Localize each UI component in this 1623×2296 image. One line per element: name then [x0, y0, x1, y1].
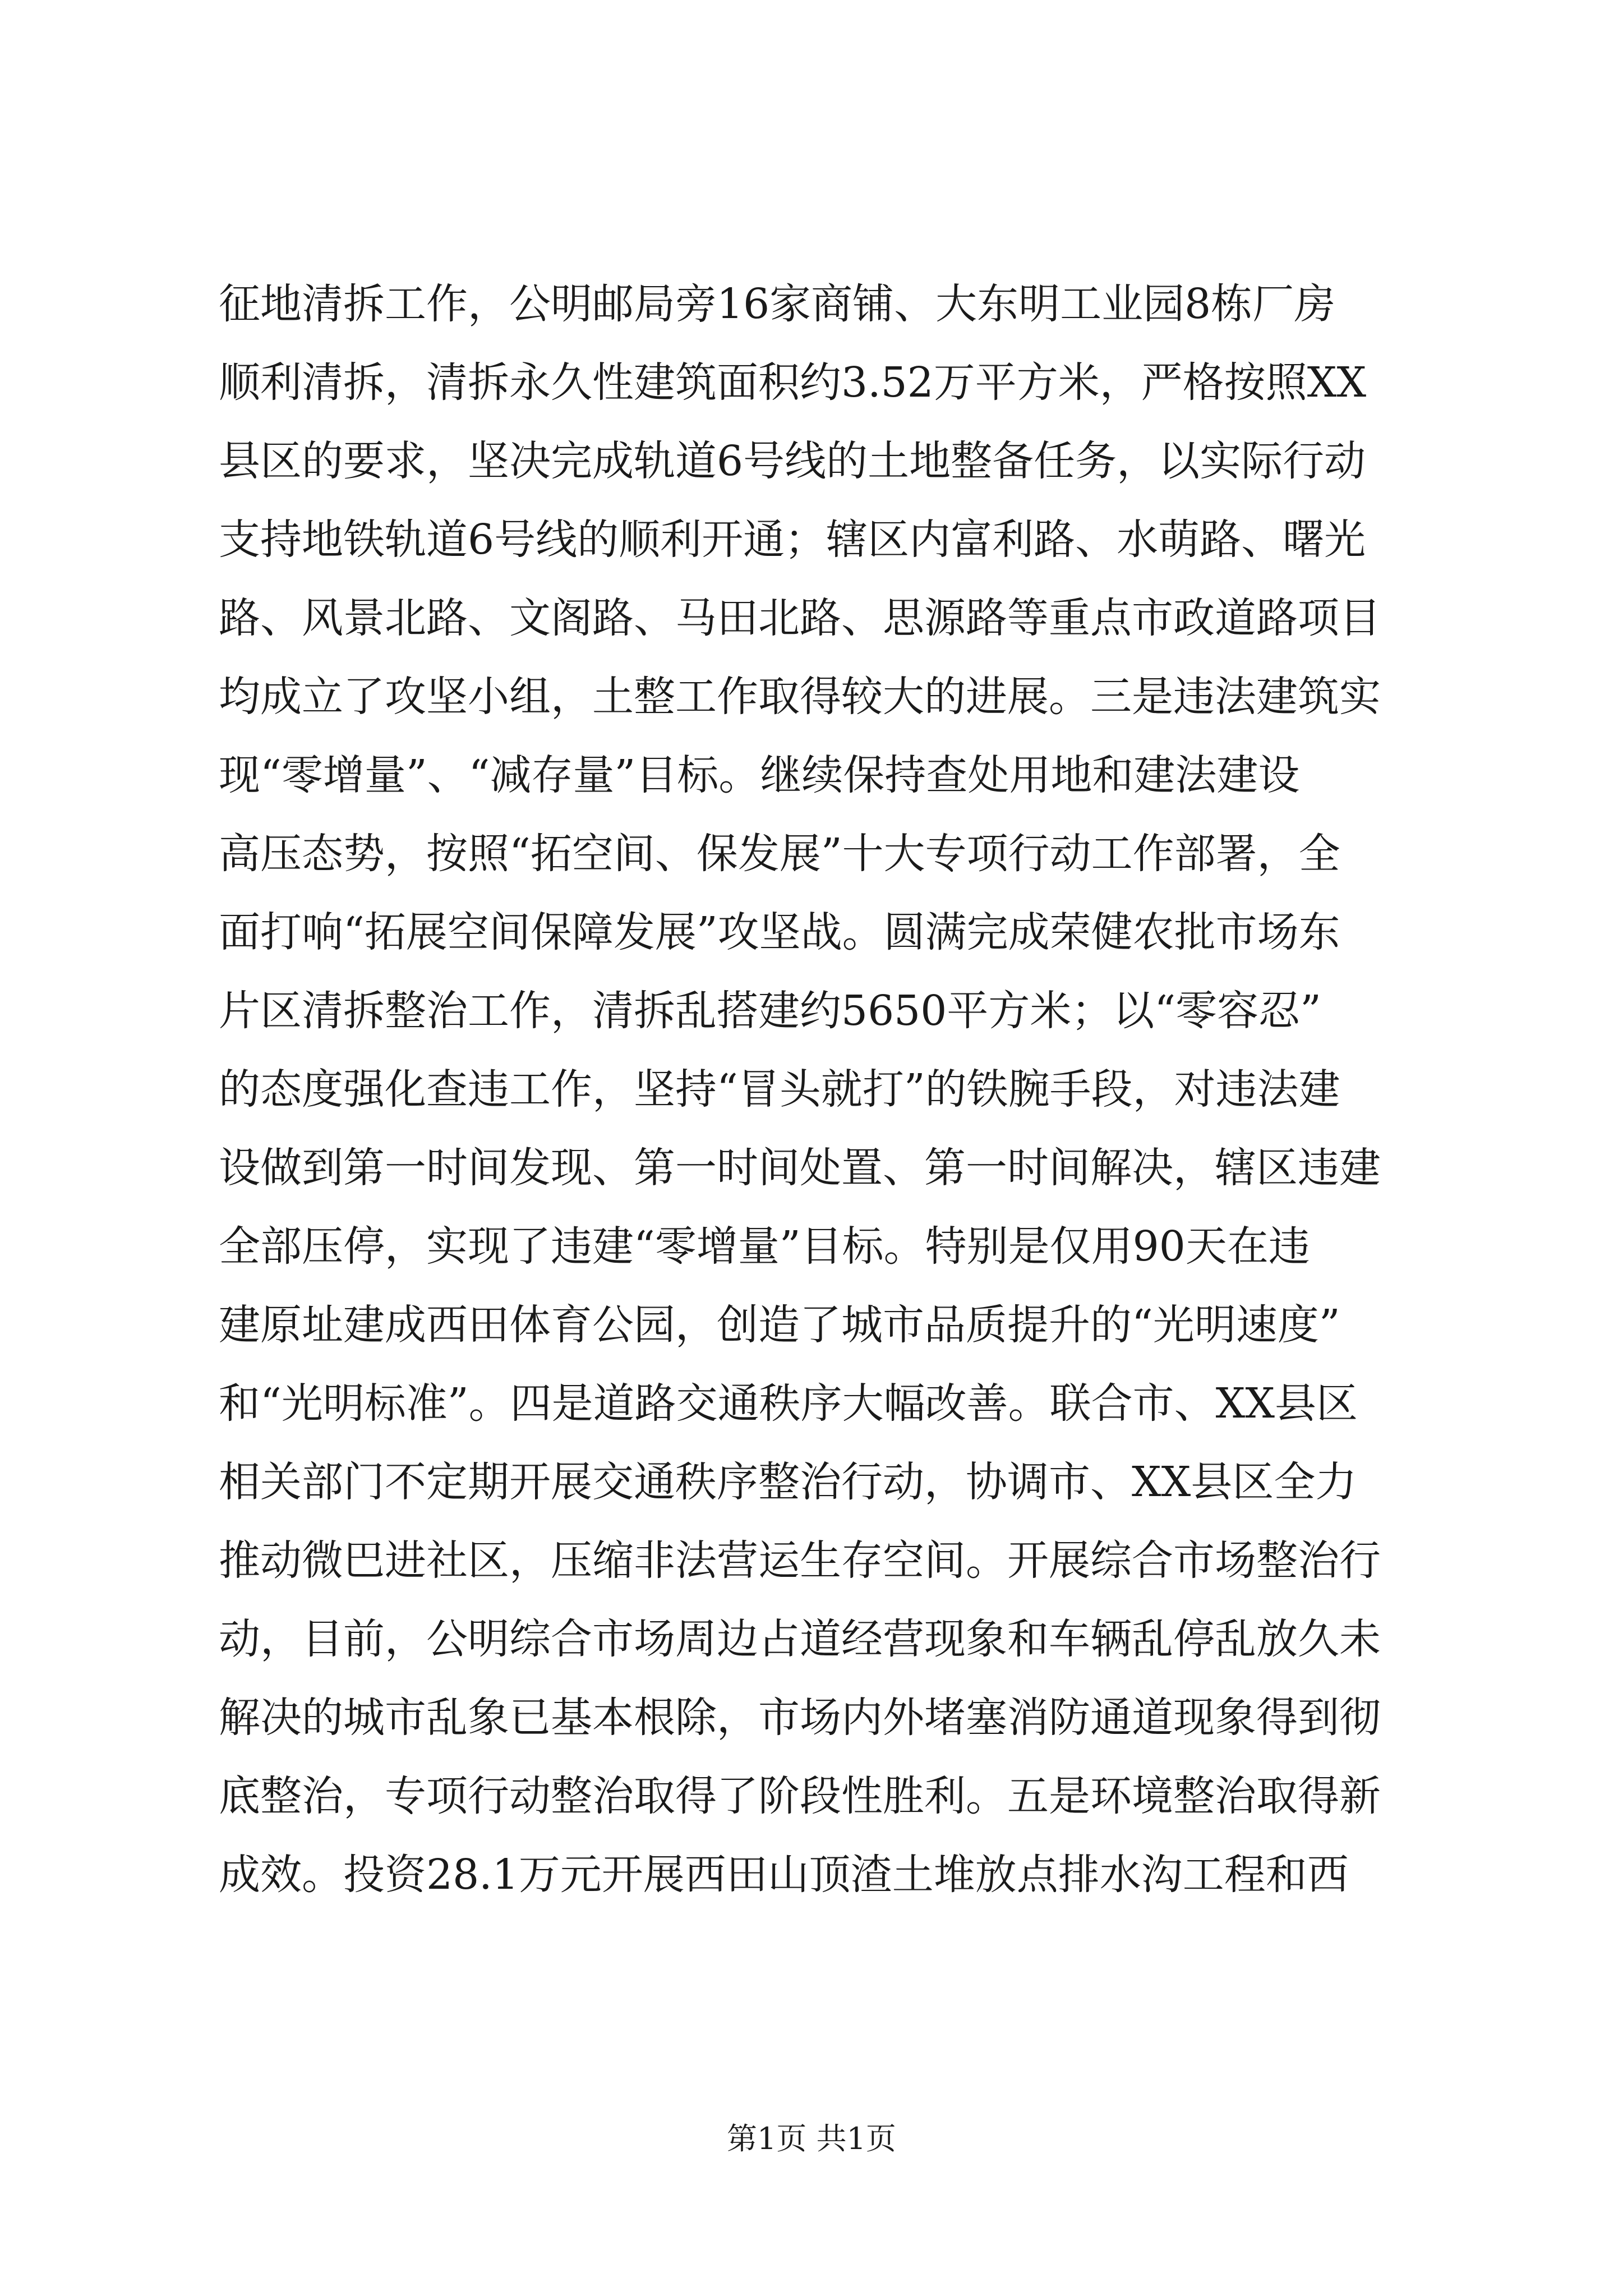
text-line: 相关部门不定期开展交通秩序整治行动，协调市、XX县区全力: [219, 1458, 1357, 1506]
text-line: 面打响“拓展空间保障发展”攻坚战。圆满完成荣健农批市场东: [219, 908, 1340, 956]
body-text: [219, 265, 1430, 1914]
text-line: 底整治，专项行动整治取得了阶段性胜利。五是环境整治取得新: [219, 1772, 1381, 1820]
text-line: 动，目前，公明综合市场周边占道经营现象和车辆乱停乱放久未: [219, 1615, 1381, 1663]
text-line: 高压态势，按照“拓空间、保发展”十大专项行动工作部署，全: [219, 830, 1340, 878]
text-line: 设做到第一时间发现、第一时间处置、第一时间解决，辖区违建: [219, 1144, 1381, 1192]
text-line: 全部压停，实现了违建“零增量”目标。特别是仅用90天在违: [219, 1222, 1310, 1271]
text-line: 支持地铁轨道6号线的顺利开通；辖区内富利路、水萌路、曙光: [219, 516, 1366, 564]
text-line: 县区的要求，坚决完成轨道6号线的土地整备任务，以实际行动: [219, 437, 1366, 485]
text-line: 均成立了攻坚小组，土整工作取得较大的进展。三是违法建筑实: [219, 673, 1381, 721]
text-line: 征地清拆工作，公明邮局旁16家商铺、大东明工业园8栋厂房: [219, 280, 1336, 328]
page-number-footer: 第1页 共1页: [727, 2121, 896, 2156]
text-line: 推动微巴进社区，压缩非法营运生存空间。开展综合市场整治行: [219, 1536, 1381, 1585]
text-line: 路、风景北路、文阁路、马田北路、思源路等重点市政道路项目: [219, 594, 1381, 642]
text-line: 成效。投资28.1万元开展西田山顶渣土堆放点排水沟工程和西: [219, 1851, 1349, 1899]
text-line: 解决的城市乱象已基本根除，市场内外堵塞消防通道现象得到彻: [219, 1694, 1381, 1742]
text-line: 和“光明标准”。四是道路交通秩序大幅改善。联合市、XX县区: [219, 1379, 1358, 1428]
text-line: 片区清拆整治工作，清拆乱搭建约5650平方米；以“零容忍”: [219, 987, 1321, 1035]
text-line: 现“零增量”、“减存量”目标。继续保持查处用地和建法建设: [219, 751, 1300, 799]
text-line: 建原址建成西田体育公园，创造了城市品质提升的“光明速度”: [219, 1301, 1340, 1349]
text-line: 顺利清拆，清拆永久性建筑面积约3.52万平方米，严格按照XX: [219, 358, 1367, 407]
text-line: 的态度强化查违工作，坚持“冒头就打”的铁腕手段，对违法建: [219, 1065, 1340, 1114]
